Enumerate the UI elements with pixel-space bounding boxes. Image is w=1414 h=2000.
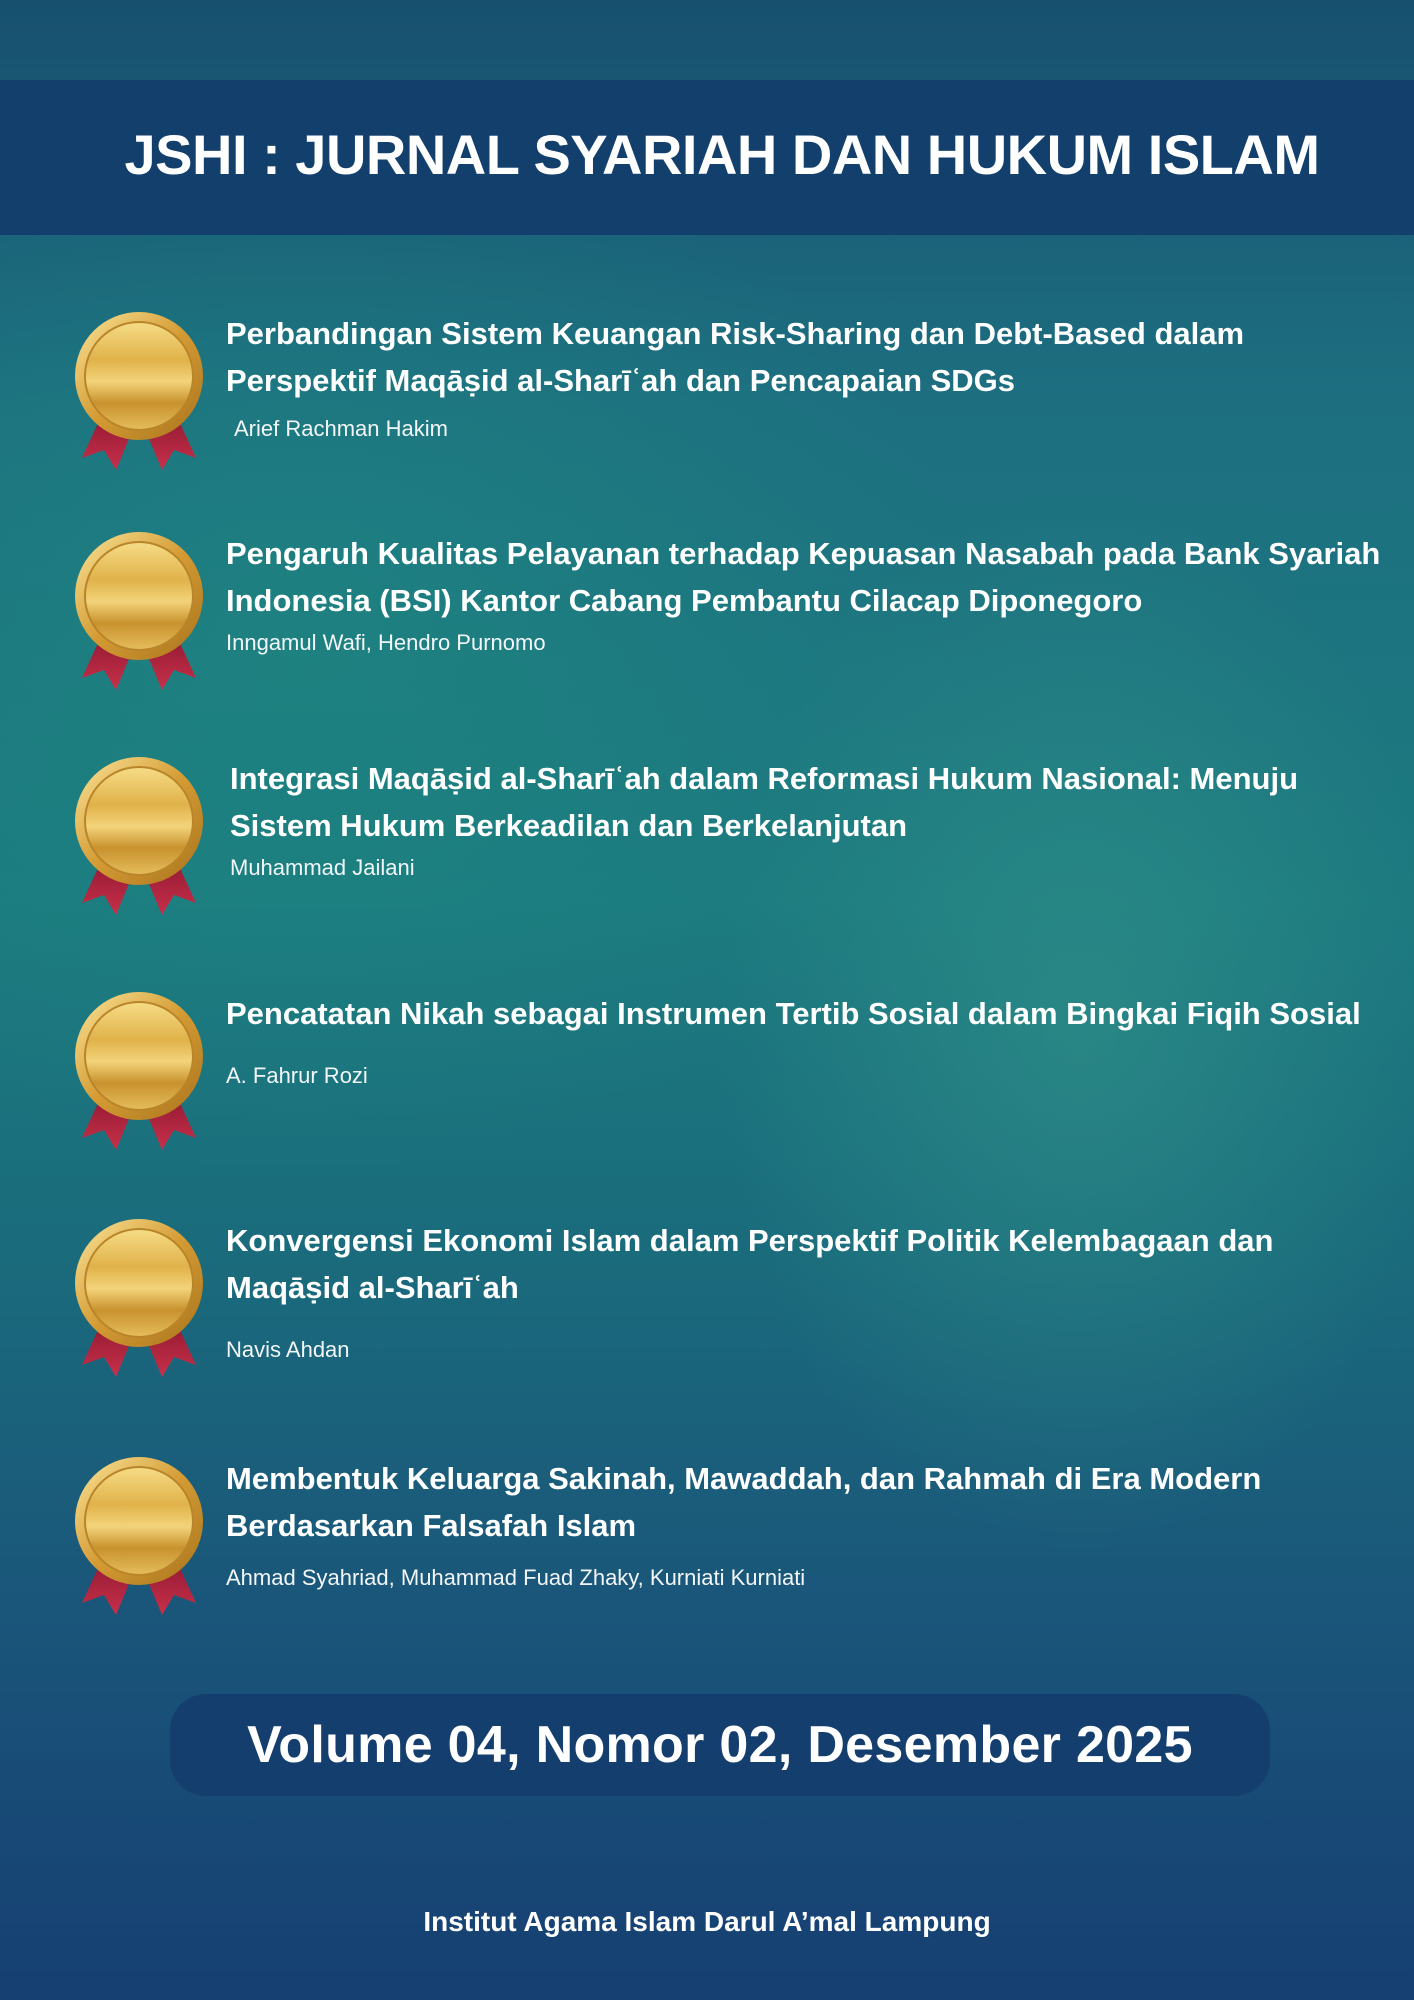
article-authors: Inngamul Wafi, Hendro Purnomo [226, 630, 546, 655]
gold-medal-icon [74, 310, 204, 475]
gold-medal-icon [74, 990, 204, 1155]
volume-label: Volume 04, Nomor 02, Desember 2025 [247, 1716, 1193, 1774]
article-title: Integrasi Maqāṣid al-Sharīʿah dalam Reformasi Hukum Nasional: Menuju Sistem Hukum Berkeadilan dan Berkelanjutan [230, 761, 1299, 843]
article-item [70, 1217, 1390, 1417]
gold-medal-icon [74, 1217, 204, 1382]
gold-medal-icon [74, 1455, 204, 1620]
article-item [70, 530, 1390, 730]
article-item [70, 1455, 1390, 1655]
article-item [70, 755, 1390, 955]
article-title: Pengaruh Kualitas Pelayanan terhadap Kepuasan Nasabah pada Bank Syariah Indonesia (BSI) Kantor Cabang Pembantu Cilacap Diponegoro [226, 536, 1381, 618]
gold-medal-icon [74, 530, 204, 695]
gold-medal-icon [74, 755, 204, 920]
article-title: Membentuk Keluarga Sakinah, Mawaddah, dan Rahmah di Era Modern Berdasarkan Falsafah Islam [226, 1461, 1262, 1543]
article-title: Konvergensi Ekonomi Islam dalam Perspektif Politik Kelembagaan dan Maqāṣid al-Sharīʿah [226, 1223, 1274, 1305]
journal-title: JSHI : JURNAL SYARIAH DAN HUKUM ISLAM [124, 123, 1320, 186]
article-title: Perbandingan Sistem Keuangan Risk-Sharing dan Debt-Based dalam Perspektif Maqāṣid al-Sharīʿah dan Pencapaian SDGs [226, 316, 1245, 398]
article-authors: Navis Ahdan [226, 1337, 350, 1362]
article-item [70, 310, 1390, 510]
article-title: Pencatatan Nikah sebagai Instrumen Tertib Sosial dalam Bingkai Fiqih Sosial [226, 996, 1361, 1031]
volume-badge [170, 1694, 1270, 1796]
article-authors: Ahmad Syahriad, Muhammad Fuad Zhaky, Kurniati Kurniati [226, 1565, 806, 1590]
institution-name: Institut Agama Islam Darul A’mal Lampung [423, 1906, 991, 1937]
article-authors: A. Fahrur Rozi [226, 1063, 368, 1088]
article-authors: Arief Rachman Hakim [234, 416, 448, 441]
article-item [70, 990, 1390, 1190]
article-authors: Muhammad Jailani [230, 855, 415, 880]
